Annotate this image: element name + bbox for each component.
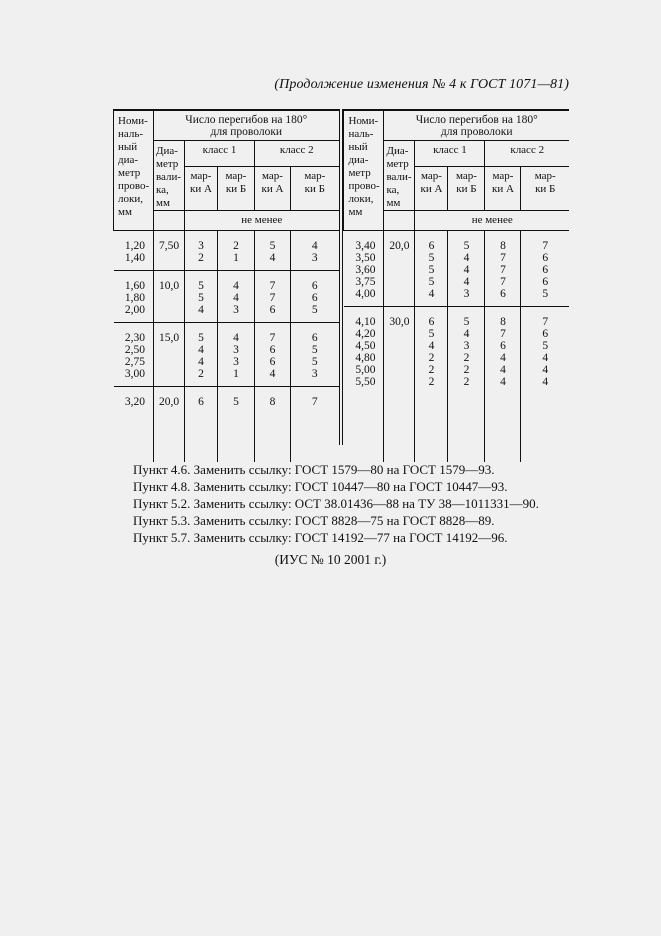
cell-value: 5 [428,328,435,340]
cell-value: 4 [198,304,204,316]
cell-value: 6 [311,332,318,344]
table-row-group [344,231,569,307]
cell-value: 2 [428,376,435,388]
roller-diameter-cell [154,271,185,323]
nominal-diameter-cell [114,271,154,323]
cell-value: 20,0 [389,240,410,252]
cell-value: 2 [428,352,435,364]
cell-value: 2,50 [124,344,145,356]
cell-value: 2 [463,364,470,376]
cell-value: 6 [542,328,549,340]
class2-grade-b-cell [521,307,569,395]
cell-value: 7 [542,240,549,252]
cell-value: 5 [542,288,549,300]
cell-value: 4,20 [355,328,376,340]
class1-grade-b-cell [448,231,485,307]
nominal-diameter-cell [114,231,154,271]
cell-value: 3 [233,344,239,356]
cell-value: 5 [428,252,435,264]
cell-value: 7 [500,252,506,264]
cell-value: 20,0 [158,396,180,408]
class1-grade-a-cell [185,387,218,415]
cell-value: 3 [198,240,204,252]
header-grade-b: мар- ки Б [218,167,255,211]
class1-grade-a-cell [185,271,218,323]
roller-diameter-cell [384,231,415,307]
class2-grade-b-cell [291,231,339,271]
class2-grade-a-cell [485,231,521,307]
cell-value: 2,00 [124,304,145,316]
cell-value: 4 [428,340,435,352]
cell-value: 4 [198,344,204,356]
class1-grade-b-cell [218,387,255,415]
cell-value: 6 [198,396,204,408]
cell-value: 2,30 [124,332,145,344]
cell-value: 5 [542,340,549,352]
table-row-group [114,271,339,323]
cell-value: 4 [500,376,506,388]
cell-value: 7 [269,280,276,292]
cell-value: 4 [500,352,506,364]
cell-value: 5 [311,356,318,368]
cell-value: 6 [500,288,506,300]
class1-grade-a-cell [415,231,448,307]
cell-value: 4,80 [355,352,376,364]
cell-value: 2 [198,368,204,380]
header-spacer [154,211,185,231]
cell-value: 4 [269,368,276,380]
amendment-line: Пункт 5.7. Заменить ссылку: ГОСТ 14192—77 на ГОСТ 14192—96. [133,530,508,545]
class1-grade-b-cell [218,323,255,387]
cell-value: 6 [269,356,276,368]
bend-table-left [113,109,339,462]
cell-value: 5 [233,396,239,408]
cell-value: 6 [542,252,549,264]
cell-value: 5 [428,276,435,288]
cell-value: 4 [463,252,470,264]
cell-value: 4,10 [355,316,376,328]
header-grade-b: мар- ки Б [521,167,569,211]
cell-value: 2 [463,352,470,364]
cell-value: 5 [463,316,470,328]
cell-value: 4 [463,328,470,340]
cell-value: 6 [428,240,435,252]
cell-value: 2 [428,364,435,376]
cell-value: 3 [463,340,470,352]
cell-value: 5 [198,280,204,292]
amendment-line: Пункт 4.6. Заменить ссылку: ГОСТ 1579—80 на ГОСТ 1579—93. [133,462,495,477]
cell-value: 8 [269,396,276,408]
cell-value: 7 [500,264,506,276]
roller-diameter-cell [154,323,185,387]
class1-grade-a-cell [185,231,218,271]
cell-value: 1 [233,368,239,380]
class2-grade-a-cell [255,231,291,271]
cell-value: 30,0 [389,316,410,328]
cell-value: 15,0 [158,332,180,344]
cell-value: 3,40 [355,240,376,252]
cell-value: 6 [500,340,506,352]
class1-grade-b-cell [218,271,255,323]
cell-value: 6 [311,292,318,304]
cell-value: 3,50 [355,252,376,264]
nominal-diameter-cell [344,307,384,395]
cell-value: 6 [311,280,318,292]
cell-value: 5 [311,344,318,356]
table-row-group [114,323,339,387]
header-roller-diameter: Диа- метр вали- ка, мм [384,141,415,211]
header-grade-b: мар- ки Б [448,167,485,211]
cell-value: 3 [463,288,470,300]
cell-value: 8 [500,316,506,328]
class2-grade-b-cell [291,387,339,415]
header-class-2: класс 2 [255,141,339,167]
cell-value: 5 [463,240,470,252]
cell-value: 4 [463,276,470,288]
cell-value: 6 [269,344,276,356]
class2-grade-b-cell [521,231,569,307]
header-nominal-diameter: Номи- наль- ный диа- метр прово- локи, мм [114,110,154,231]
nominal-diameter-cell [114,387,154,415]
cell-value: 3,60 [355,264,376,276]
continuation-header: (Продолжение изменения № 4 к ГОСТ 1071—81) [274,77,569,92]
cell-value: 4 [542,352,549,364]
cell-value: 1,60 [124,280,145,292]
cell-value: 7,50 [158,240,180,252]
cell-value: 3 [311,368,318,380]
cell-value: 10,0 [158,280,180,292]
table-row-group [114,231,339,271]
cell-value: 2 [233,240,239,252]
header-min: не менее [185,211,339,231]
cell-value: 4 [428,288,435,300]
cell-value: 3,00 [124,368,145,380]
header-grade-a: мар- ки А [415,167,448,211]
class2-grade-a-cell [485,307,521,395]
roller-diameter-cell [154,231,185,271]
cell-value: 5 [311,304,318,316]
cell-value: 2 [463,376,470,388]
table-row-group [344,307,569,395]
class1-grade-a-cell [185,323,218,387]
cell-value: 2,75 [124,356,145,368]
cell-value: 7 [500,328,506,340]
cell-value: 6 [428,316,435,328]
cell-value: 3 [233,356,239,368]
roller-diameter-cell [384,307,415,395]
class1-grade-b-cell [218,231,255,271]
cell-value: 4 [198,356,204,368]
cell-value: 4,00 [355,288,376,300]
cell-value: 4 [542,364,549,376]
cell-value: 7 [542,316,549,328]
header-bend-count: Число перегибов на 180° для проволоки [384,110,569,141]
class2-grade-a-cell [255,271,291,323]
cell-value: 1 [233,252,239,264]
cell-value: 5,00 [355,364,376,376]
header-grade-a: мар- ки А [185,167,218,211]
cell-value: 1,20 [124,240,145,252]
cell-value: 4 [269,252,276,264]
table-filler-row [344,394,569,462]
cell-value: 4 [500,364,506,376]
cell-value: 4 [542,376,549,388]
ius-reference: (ИУС № 10 2001 г.) [274,552,387,567]
class2-grade-a-cell [255,387,291,415]
cell-value: 6 [269,304,276,316]
roller-diameter-cell [154,387,185,415]
cell-value: 1,40 [124,252,145,264]
cell-value: 5 [428,264,435,276]
cell-value: 5,50 [355,376,376,388]
header-grade-a: мар- ки А [255,167,291,211]
amendment-line: Пункт 5.3. Заменить ссылку: ГОСТ 8828—75 на ГОСТ 8828—89. [133,513,495,528]
bend-tables [113,109,569,445]
class2-grade-b-cell [291,323,339,387]
cell-value: 7 [269,332,276,344]
cell-value: 4 [463,264,470,276]
cell-value: 3 [233,304,239,316]
nominal-diameter-cell [114,323,154,387]
cell-value: 2 [198,252,204,264]
class1-grade-b-cell [448,307,485,395]
header-bend-count: Число перегибов на 180° для проволоки [154,110,339,141]
cell-value: 6 [542,276,549,288]
bend-table-right [343,109,569,462]
class2-grade-a-cell [255,323,291,387]
header-roller-diameter: Диа- метр вали- ка, мм [154,141,185,211]
cell-value: 3,75 [355,276,376,288]
amendment-list [133,461,539,546]
cell-value: 8 [500,240,506,252]
amendment-line: Пункт 4.8. Заменить ссылку: ГОСТ 10447—80 на ГОСТ 10447—93. [133,479,508,494]
cell-value: 4 [233,332,239,344]
cell-value: 1,80 [124,292,145,304]
nominal-diameter-cell [344,231,384,307]
amendment-line: Пункт 5.2. Заменить ссылку: ОСТ 38.01436—88 на ТУ 38—1011331—90. [133,496,539,511]
cell-value: 3 [311,252,318,264]
table-filler-row [114,414,339,462]
header-class-1: класс 1 [415,141,485,167]
cell-value: 5 [198,292,204,304]
class1-grade-a-cell [415,307,448,395]
header-class-1: класс 1 [185,141,255,167]
cell-value: 4,50 [355,340,376,352]
cell-value: 4 [311,240,318,252]
cell-value: 5 [198,332,204,344]
cell-value: 7 [311,396,318,408]
table-row-group [114,387,339,415]
cell-value: 4 [233,280,239,292]
header-spacer [384,211,415,231]
cell-value: 7 [269,292,276,304]
cell-value: 6 [542,264,549,276]
header-grade-b: мар- ки Б [291,167,339,211]
cell-value: 5 [269,240,276,252]
header-nominal-diameter: Номи- наль- ный диа- метр прово- локи, мм [344,110,384,231]
header-grade-a: мар- ки А [485,167,521,211]
class2-grade-b-cell [291,271,339,323]
cell-value: 7 [500,276,506,288]
cell-value: 4 [233,292,239,304]
header-min: не менее [415,211,569,231]
header-class-2: класс 2 [485,141,569,167]
cell-value: 3,20 [124,396,145,408]
